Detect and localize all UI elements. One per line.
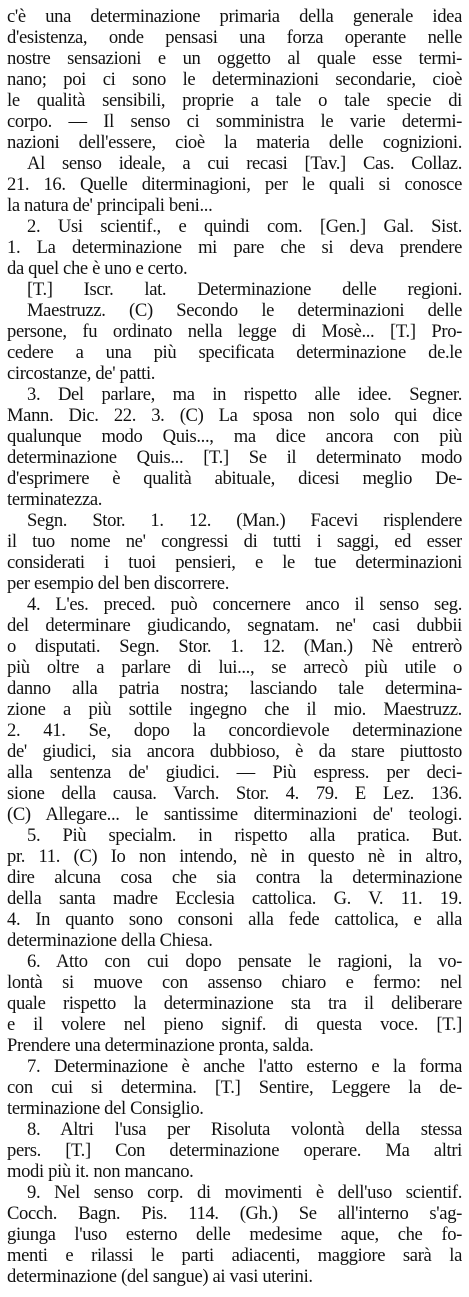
text-line: del determinare giudicando, segnatam. ne' casi dubbii <box>7 615 462 636</box>
text-line: 2. Usi scientif., e quindi com. [Gen.] Gal. Sist. <box>27 216 462 237</box>
text-line: (C) Allegare... le santissime diterminazioni de' teologi. <box>7 804 462 825</box>
text-line: le qualità sensibili, proprie a tale o tale specie di <box>7 90 462 111</box>
text-line: 8. Altri l'usa per Risoluta volontà della stessa <box>27 1119 462 1140</box>
text-line: alla sentenza de' giudici. — Più espress. per deci- <box>7 762 462 783</box>
text-line: per esempio del ben discorrere. <box>7 573 229 594</box>
text-line: d'esprimere è qualità abituale, dicesi meglio De- <box>7 468 462 489</box>
text-line: nazioni dell'essere, cioè la materia delle cognizioni. <box>7 132 462 153</box>
text-line: o disputati. Segn. Stor. 1. 12. (Man.) Nè entrerò <box>7 636 462 657</box>
text-line: la natura de' principali beni... <box>7 195 213 216</box>
text-line: 5. Più specialm. in rispetto alla pratica. But. <box>27 825 462 846</box>
text-line: considerati i tuoi pensieri, e le tue determinazioni <box>7 552 462 573</box>
text-line: de' giudici, sia ancora dubbioso, è da stare piuttosto <box>7 741 462 762</box>
text-line: 1. La determinazione mi pare che si deva prendere <box>7 237 462 258</box>
text-line: Cocch. Bagn. Pis. 114. (Gh.) Se all'interno s'ag- <box>7 1203 462 1224</box>
text-line: Prendere una determinazione pronta, salda. <box>7 1035 314 1056</box>
text-line: 4. L'es. preced. può concernere anco il senso seg. <box>27 594 462 615</box>
text-line: 4. In quanto sono consoni alla fede cattolica, e alla <box>7 909 462 930</box>
text-line: danno alla patria nostra; lasciando tale determina- <box>7 678 462 699</box>
text-line: della santa madre Ecclesia cattolica. G. V. 11. 19. <box>7 888 462 909</box>
text-line: qualunque modo Quis..., ma dice ancora con più <box>7 426 462 447</box>
text-line: da quel che è uno e certo. <box>7 258 188 279</box>
text-line: menti e rilassi le parti adiacenti, maggiore sarà la <box>7 1245 462 1266</box>
text-line: c'è una determinazione primaria della generale idea <box>7 6 462 27</box>
text-line: d'esistenza, onde pensasi una forza operante nelle <box>7 27 462 48</box>
text-line: e il volere nel pieno signif. di questa voce. [T.] <box>7 1014 462 1035</box>
text-line: circostanze, de' patti. <box>7 363 156 384</box>
text-line: modi più it. non mancano. <box>7 1161 194 1182</box>
text-line: sione della causa. Varch. Stor. 4. 79. E Lez. 136. <box>7 783 462 804</box>
text-line: Segn. Stor. 1. 12. (Man.) Facevi risplendere <box>27 510 462 531</box>
text-line: dire alcuna cosa che sia contra la determinazione <box>7 867 462 888</box>
text-line: cedere a una più specificata determinazione de.le <box>7 342 462 363</box>
text-line: giunga l'uso esterno delle medesime aque, che fo- <box>7 1224 462 1245</box>
text-line: Maestruzz. (C) Secondo le determinazioni delle <box>27 300 462 321</box>
text-line: corpo. — Il senso ci somministra le varie determi- <box>7 111 462 132</box>
text-line: lontà si muove con assenso chiaro e fermo: nel <box>7 972 462 993</box>
text-line: Al senso ideale, a cui recasi [Tav.] Cas. Collaz. <box>27 153 462 174</box>
text-line: determinazione della Chiesa. <box>7 930 213 951</box>
text-line: pers. [T.] Con determinazione operare. Ma altri <box>7 1140 462 1161</box>
text-line: determinazione (del sangue) ai vasi uterini. <box>7 1266 313 1287</box>
text-line: determinazione Quis... [T.] Se il determinato modo <box>7 447 462 468</box>
text-line: persone, fu ordinato nella legge di Mosè... [T.] Pro- <box>7 321 462 342</box>
text-line: 7. Determinazione è anche l'atto esterno e la forma <box>27 1056 462 1077</box>
text-line: con cui si determina. [T.] Sentire, Leggere la de- <box>7 1077 462 1098</box>
text-line: terminatezza. <box>7 489 103 510</box>
text-line: quale rispetto la determinazione sta tra il deliberare <box>7 993 462 1014</box>
text-line: il tuo nome ne' congressi di tutti i saggi, ed esser <box>7 531 462 552</box>
text-line: 3. Del parlare, ma in rispetto alle idee. Segner. <box>27 384 462 405</box>
text-line: 6. Atto con cui dopo pensate le ragioni, la vo- <box>27 951 462 972</box>
text-line: 21. 16. Quelle diterminagioni, per le quali si conosce <box>7 174 462 195</box>
text-line: zione a più sottile ingegno che il mio. Maestruzz. <box>7 699 462 720</box>
text-line: nostre sensazioni e un oggetto al quale esse termi- <box>7 48 462 69</box>
text-line: Mann. Dic. 22. 3. (C) La sposa non solo qui dice <box>7 405 462 426</box>
text-line: 9. Nel senso corp. di movimenti è dell'uso scientif. <box>27 1182 462 1203</box>
text-line: [T.] Iscr. lat. Determinazione delle regioni. <box>27 279 462 300</box>
text-line: 2. 41. Se, dopo la concordievole determinazione <box>7 720 462 741</box>
text-line: più oltre a parlare di lui..., se arrecò più utile o <box>7 657 462 678</box>
text-line: pr. 11. (C) Io non intendo, nè in questo nè in altro, <box>7 846 462 867</box>
text-line: terminazione del Consiglio. <box>7 1098 204 1119</box>
text-line: nano; poi ci sono le determinazioni secondarie, cioè <box>7 69 462 90</box>
